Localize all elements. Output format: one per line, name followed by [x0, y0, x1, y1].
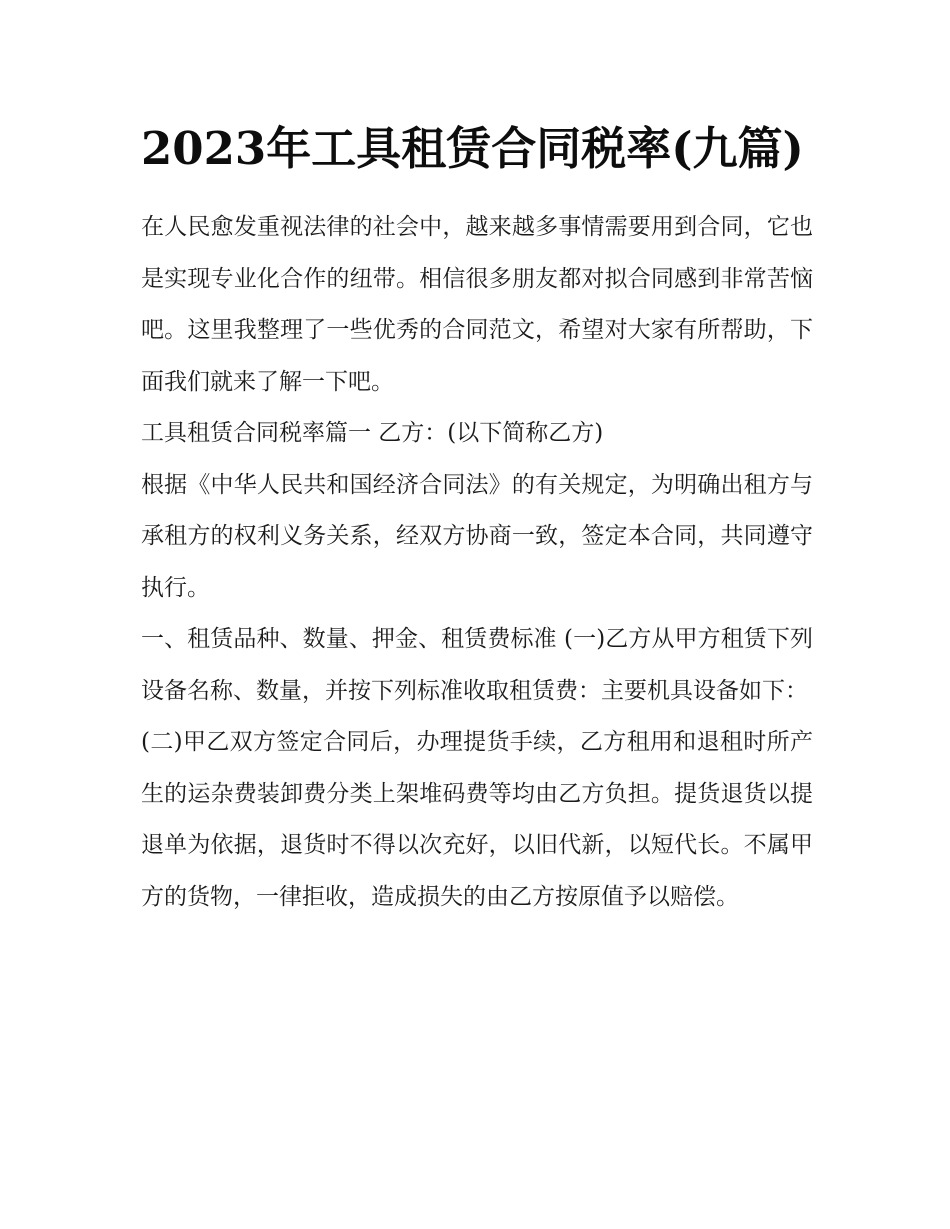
clause-one-paragraph: 一、租赁品种、数量、押金、租赁费标准 (一)乙方从甲方租赁下列设备名称、数量，并按下列标准收取租赁费：主要机具设备如下： [141, 626, 813, 704]
document-body [141, 112, 813, 923]
section-heading-paragraph: 工具租赁合同税率篇一 乙方：(以下简称乙方) [141, 420, 604, 446]
document-title: 2023年工具租赁合同税率(九篇) [141, 122, 804, 175]
clause-two-paragraph: (二)甲乙双方签定合同后，办理提货手续，乙方租用和退租时所产生的运杂费装卸费分类上架堆码费等均由乙方负担。提货退货以提退单为依据，退货时不得以次充好，以旧代新，以短代长。不属甲方的货物，一律拒收，造成损失的由乙方按原值予以赔偿。 [141, 729, 813, 910]
legal-basis-paragraph: 根据《中华人民共和国经济合同法》的有关规定，为明确出租方与承租方的权利义务关系，经双方协商一致，签定本合同，共同遵守执行。 [141, 471, 813, 601]
intro-paragraph: 在人民愈发重视法律的社会中，越来越多事情需要用到合同，它也是实现专业化合作的纽带。相信很多朋友都对拟合同感到非常苦恼吧。这里我整理了一些优秀的合同范文，希望对大家有所帮助，下面我们就来了解一下吧。 [141, 214, 813, 395]
